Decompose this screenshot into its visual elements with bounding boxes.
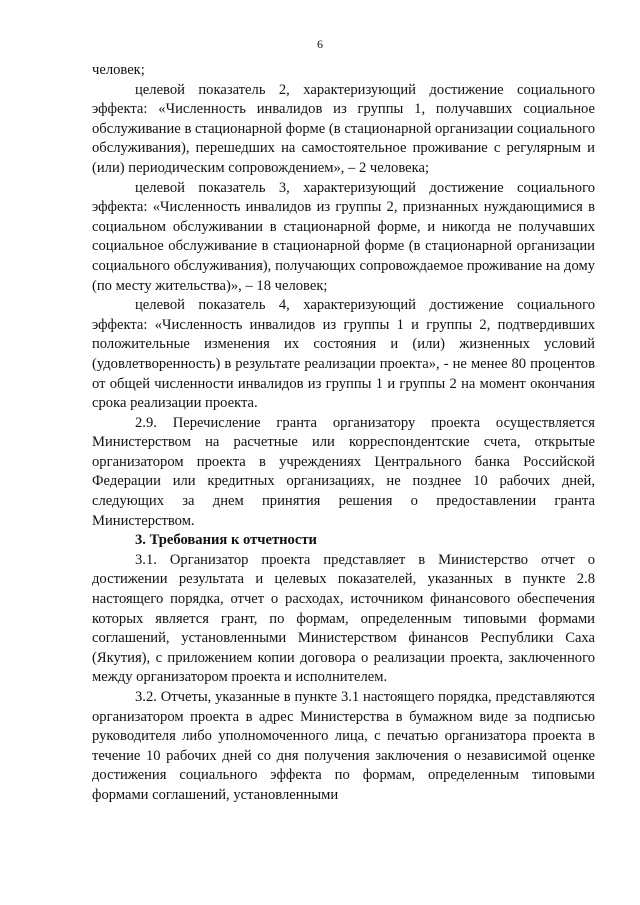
page-number: 6 <box>317 37 323 51</box>
paragraph-target-indicator-3: целевой показатель 3, характеризующий достижение социального эффекта: «Численность инвалидов из группы 2, признанных нуждающимися в социальном обслуживании в стационарной форме, и никогда не получавших социальное обслуживание в стационарной форме (в стационарной организации социального обслуживания), получающих сопровождаемое проживание на дому (по месту жительства)», – 18 человек; <box>92 179 595 294</box>
document-body <box>92 61 595 806</box>
paragraph-3-2: 3.2. Отчеты, указанные в пункте 3.1 настоящего порядка, представляются организатором проекта в адрес Министерства в бумажном виде за подписью руководителя либо уполномоченного лица, с печатью организатора проекта в течение 10 рабочих дней со дня получения заключения о независимой оценке достижения социального эффекта по формам, определенным типовыми формами соглашений, установленными <box>92 689 595 803</box>
paragraph-continuation: человек; <box>92 62 145 78</box>
paragraph-2-9: 2.9. Перечисление гранта организатору проекта осуществляется Министерством на расчетные или корреспондентские счета, открытые организатором проекта в учреждениях Центрального банка Российской Федерации или кредитных организациях, не позднее 10 рабочих дней, следующих за днем принятия решения о предоставлении гранта Министерством. <box>92 414 595 529</box>
paragraph-target-indicator-2: целевой показатель 2, характеризующий достижение социального эффекта: «Численность инвалидов из группы 1, получавших социальное обслуживание в стационарной форме (в стационарной организации социального обслуживания), перешедших на самостоятельное проживание с регулярным и (или) периодическим сопровождением», – 2 человека; <box>92 81 595 176</box>
paragraph-target-indicator-4: целевой показатель 4, характеризующий достижение социального эффекта: «Численность инвалидов из группы 1 и группы 2, подтвердивших положительные изменения их состояния и (или) жизненных условий (удовлетворенность) в результате реализации проекта», - не менее 80 процентов от общей численности инвалидов из группы 1 и группы 2 на момент окончания срока реализации проекта. <box>92 297 595 412</box>
paragraph-3-1: 3.1. Организатор проекта представляет в Министерство отчет о достижении результата и целевых показателей, указанных в пункте 2.8 настоящего порядка, отчет о расходах, источником финансового обеспечения которых является грант, по формам, определенным типовыми формами соглашений, установленными Министерством финансов Республики Саха (Якутия), с приложением копии договора о реализации проекта, заключенного между организатором проекта и исполнителем. <box>92 551 595 686</box>
section-heading: 3. Требования к отчетности <box>135 532 317 549</box>
